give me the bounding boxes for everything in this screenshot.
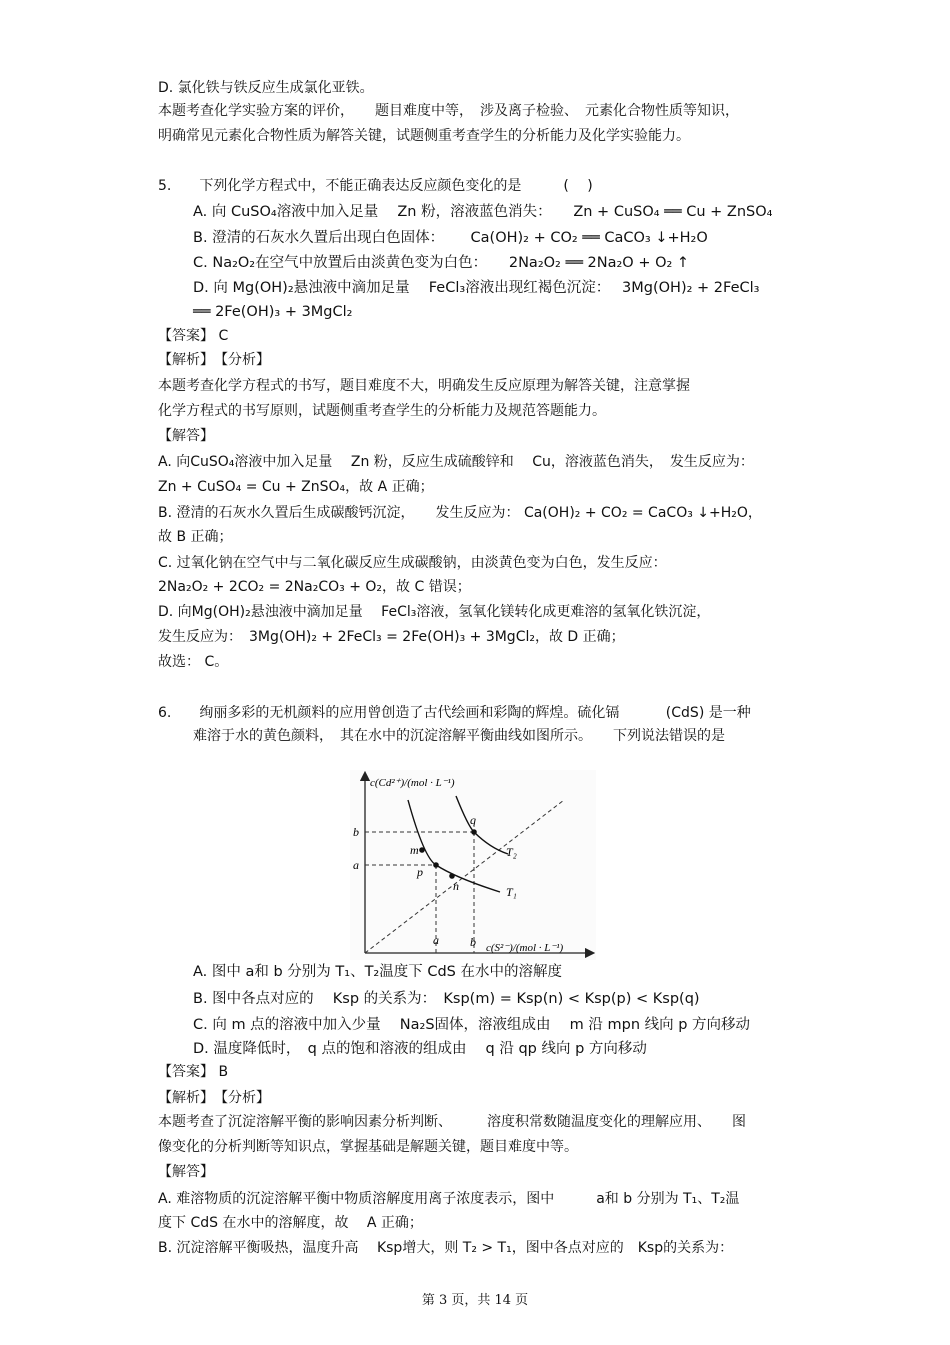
- text-line: 本题考查化学实验方案的评价， 题目难度中等， 涉及离子检验、 元素化合物性质等知识，: [158, 103, 739, 119]
- text-line: 化学方程式的书写原则，试题侧重考查学生的分析能力及规范答题能力。: [158, 403, 606, 419]
- q5-option-a: A. 向 CuSO₄溶液中加入足量 Zn 粉，溶液蓝色消失： Zn + CuSO₄ ══ Cu + ZnSO₄: [193, 204, 773, 220]
- text-line: D. 氯化铁与铁反应生成氯化亚铁。: [158, 80, 374, 96]
- point-n: [449, 873, 455, 879]
- label-n: n: [453, 879, 459, 893]
- curve-t2: [456, 796, 508, 854]
- label-t1: T₁: [506, 885, 517, 899]
- text-line: 本题考查化学方程式的书写，题目难度不大，明确发生反应原理为解答关键，注意掌握: [158, 378, 690, 394]
- y-tick-b: b: [353, 825, 359, 839]
- text-line: 明确常见元素化合物性质为解答关键，试题侧重考查学生的分析能力及化学实验能力。: [158, 128, 690, 144]
- label-t2: T₂: [506, 845, 517, 859]
- point-q: [471, 829, 477, 835]
- text-line: 度下 CdS 在水中的溶解度，故 A 正确；: [158, 1215, 423, 1231]
- question-6-stem: 6. 绚丽多彩的无机颜料的应用曾创造了古代绘画和彩陶的辉煌。硫化镉 (CdS) 是一种: [158, 705, 751, 721]
- label-p: p: [417, 865, 423, 879]
- text-line: 发生反应为： 3Mg(OH)₂ + 2FeCl₃ = 2Fe(OH)₃ + 3MgCl₂，故 D 正确；: [158, 629, 625, 645]
- q6-answer: 【答案】 B: [158, 1064, 229, 1080]
- q5-solution-heading: 【解答】: [158, 428, 214, 444]
- text-line: 故 B 正确；: [158, 529, 233, 545]
- q6-option-b: B. 图中各点对应的 Ksp 的关系为： Ksp(m) = Ksp(n) < Ksp(p) < Ksp(q): [193, 991, 700, 1007]
- solubility-chart-svg: [350, 770, 596, 960]
- y-axis-label: c(Cd²⁺)/(mol · L⁻¹): [370, 777, 455, 789]
- point-m: [419, 847, 425, 853]
- text-line: 故选： C。: [158, 654, 229, 670]
- text-line: 像变化的分析判断等知识点，掌握基础是解题关键，题目难度中等。: [158, 1139, 578, 1155]
- q5-option-c: C. Na₂O₂在空气中放置后由淡黄色变为白色： 2Na₂O₂ ══ 2Na₂O + O₂ ↑: [193, 255, 690, 271]
- label-m: m: [410, 843, 419, 857]
- x-axis-label: c(S²⁻)/(mol · L⁻¹): [486, 942, 564, 954]
- q5-answer: 【答案】 C: [158, 328, 229, 344]
- label-q: q: [470, 813, 476, 827]
- q5-option-b: B. 澄清的石灰水久置后出现白色固体： Ca(OH)₂ + CO₂ ══ CaCO₃ ↓+H₂O: [193, 230, 708, 246]
- diagonal-guide: [365, 800, 564, 953]
- q5-option-d: D. 向 Mg(OH)₂悬浊液中滴加足量 FeCl₃溶液出现红褐色沉淀： 3Mg(OH)₂ + 2FeCl₃: [193, 280, 760, 296]
- y-tick-a: a: [353, 858, 359, 872]
- q5-analysis-heading: 【解析】 【分析】: [158, 352, 270, 368]
- solubility-chart: [350, 770, 596, 960]
- q6-analysis-heading: 【解析】 【分析】: [158, 1090, 270, 1106]
- q6-solution-heading: 【解答】: [158, 1164, 214, 1180]
- text-line: Zn + CuSO₄ = Cu + ZnSO₄，故 A 正确；: [158, 479, 434, 495]
- x-tick-b: b: [470, 935, 476, 949]
- text-line: A. 向CuSO₄溶液中加入足量 Zn 粉，反应生成硫酸锌和 Cu，溶液蓝色消失， 发生反应为：: [158, 454, 754, 470]
- text-line: 2Na₂O₂ + 2CO₂ = 2Na₂CO₃ + O₂，故 C 错误；: [158, 579, 471, 595]
- text-line: A. 难溶物质的沉淀溶解平衡中物质溶解度用离子浓度表示，图中 a和 b 分别为 T₁、T₂温: [158, 1191, 740, 1207]
- q6-option-d: D. 温度降低时， q 点的饱和溶液的组成由 q 沿 qp 线向 p 方向移动: [193, 1041, 647, 1057]
- page-footer: 第 3 页，共 14 页: [421, 1293, 529, 1308]
- question-6-stem-cont: 难溶于水的黄色颜料， 其在水中的沉淀溶解平衡曲线如图所示。 下列说法错误的是: [193, 728, 725, 744]
- x-tick-a: a: [433, 933, 439, 947]
- q5-option-d-cont: ══ 2Fe(OH)₃ + 3MgCl₂: [193, 304, 353, 320]
- text-line: D. 向Mg(OH)₂悬浊液中滴加足量 FeCl₃溶液，氢氧化镁转化成更难溶的氢氧化铁沉淀，: [158, 604, 711, 620]
- point-p: [433, 862, 439, 868]
- question-5-stem: 5. 下列化学方程式中，不能正确表达反应颜色变化的是 ( ): [158, 178, 593, 194]
- text-line: B. 沉淀溶解平衡吸热，温度升高 Ksp增大，则 T₂ > T₁，图中各点对应的 Ksp的关系为：: [158, 1240, 734, 1256]
- text-line: C. 过氧化钠在空气中与二氧化碳反应生成碳酸钠，由淡黄色变为白色，发生反应：: [158, 555, 667, 571]
- q6-option-a: A. 图中 a和 b 分别为 T₁、T₂温度下 CdS 在水中的溶解度: [193, 964, 562, 980]
- q6-option-c: C. 向 m 点的溶液中加入少量 Na₂S固体，溶液组成由 m 沿 mpn 线向 p 方向移动: [193, 1017, 751, 1033]
- text-line: 本题考查了沉淀溶解平衡的影响因素分析判断、 溶度积常数随温度变化的理解应用、 图: [158, 1114, 746, 1130]
- text-line: B. 澄清的石灰水久置后生成碳酸钙沉淀， 发生反应为： Ca(OH)₂ + CO₂ = CaCO₃ ↓+H₂O，: [158, 505, 762, 521]
